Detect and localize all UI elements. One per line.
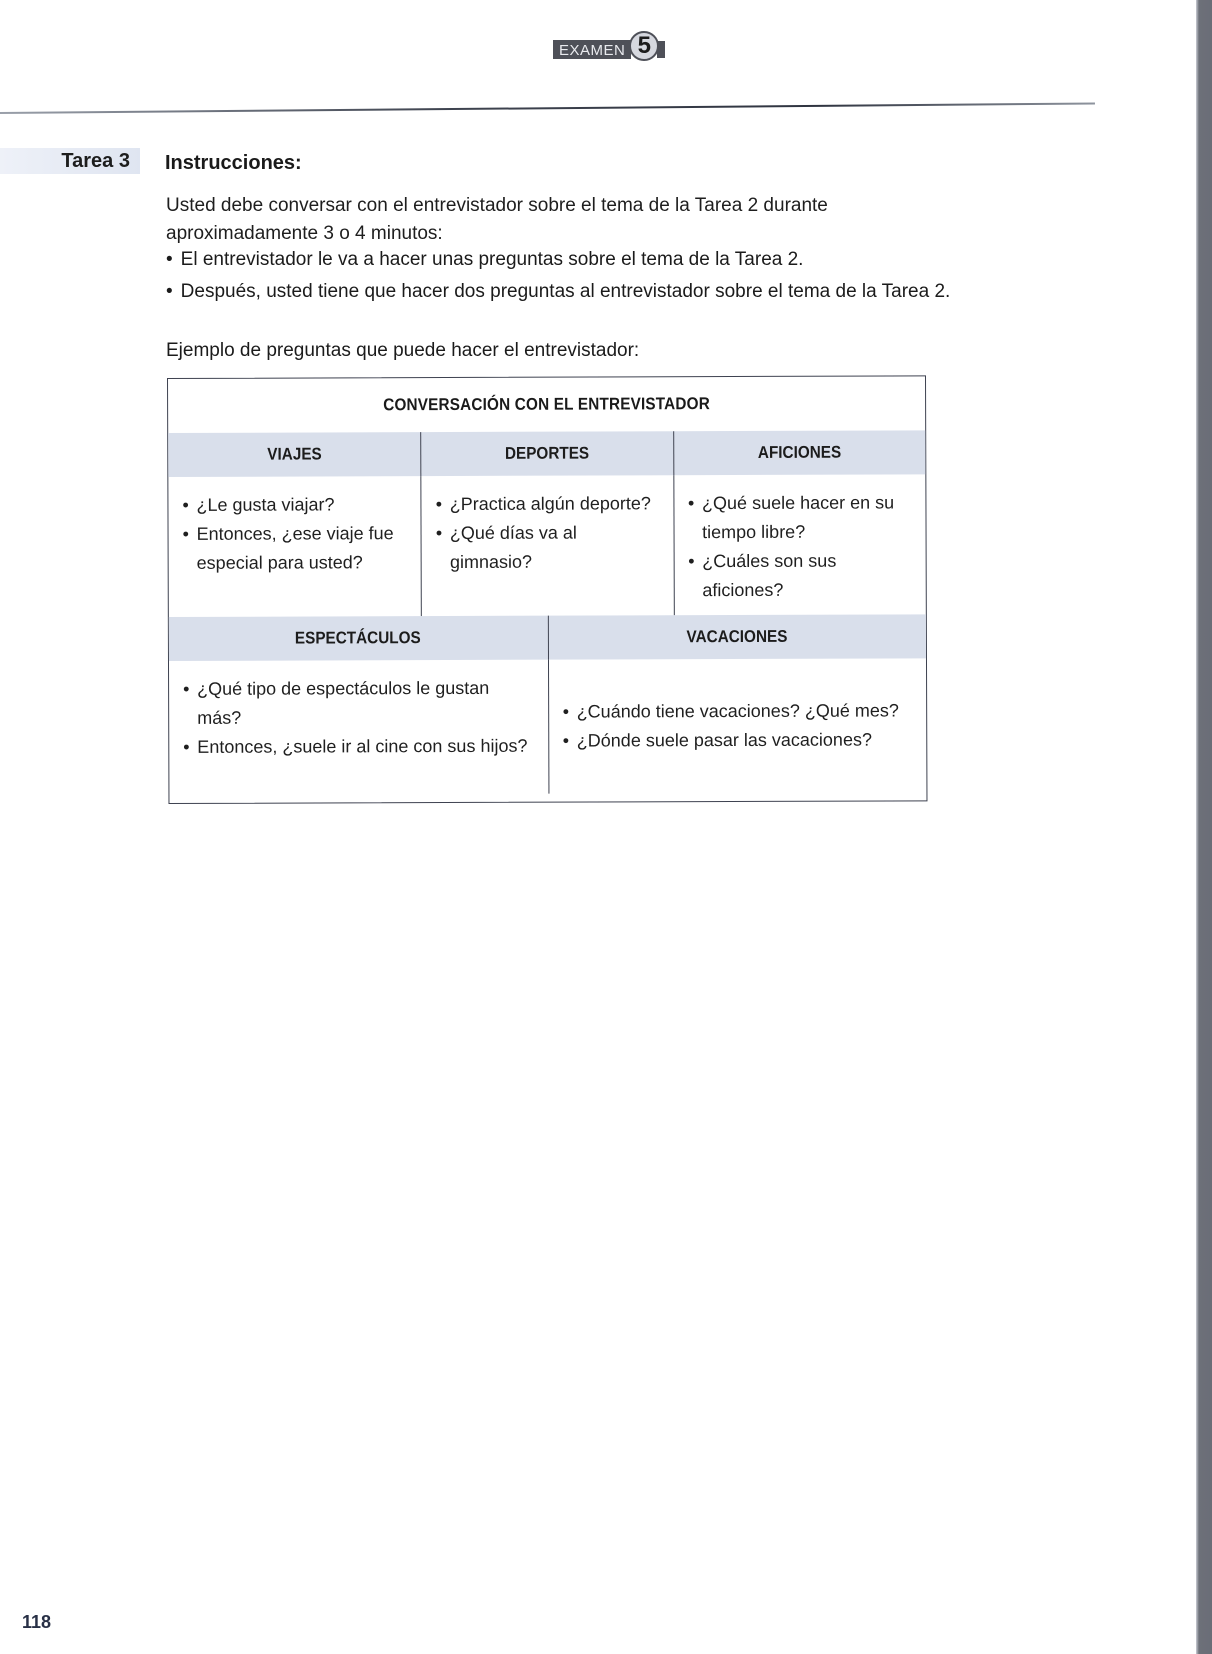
instruction-bullets <box>166 244 950 308</box>
question-text: • ¿Practica algún deporte? <box>449 493 651 515</box>
heading-text: ESPECTÁCULOS <box>295 628 422 648</box>
page-number: 118 <box>22 1612 52 1632</box>
task-tab <box>0 148 140 174</box>
table-body-row-1 <box>168 474 925 617</box>
instruction-bullet: • Después, usted tiene que hacer dos preguntas al entrevistador sobre el tema de la Tarea 2. <box>166 276 950 308</box>
example-intro: Ejemplo de preguntas que puede hacer el entrevistador: <box>166 340 640 361</box>
question-item <box>436 518 661 577</box>
question-item <box>182 519 408 578</box>
table-header-row-2 <box>169 614 926 661</box>
question-item <box>183 732 536 762</box>
table-title-text: CONVERSACIÓN CON EL ENTREVISTADOR <box>383 394 710 415</box>
table-header-row-1 <box>168 430 925 477</box>
question-text: • ¿Qué suele hacer en su tiempo libre? <box>701 492 895 543</box>
exam-badge-tail <box>657 41 665 58</box>
conversation-table <box>167 375 927 804</box>
exam-badge <box>553 33 665 59</box>
question-text: • ¿Qué tipo de espectáculos le gustan más? <box>197 677 490 728</box>
intro-line-1: Usted debe conversar con el entrevistador sobre el tema de la Tarea 2 durante <box>166 195 828 216</box>
question-text: • ¿Cuándo tiene vacaciones? ¿Qué mes? <box>576 700 899 722</box>
intro-paragraph <box>166 192 966 248</box>
section-questions-espectaculos <box>169 660 548 795</box>
question-text: • Entonces, ¿ese viaje fue especial para usted? <box>196 523 394 573</box>
exam-label: EXAMEN <box>553 40 631 59</box>
section-questions-vacaciones <box>547 658 926 793</box>
intro-line-2: aproximadamente 3 o 4 minutos: <box>166 223 443 244</box>
instructions-title: Instrucciones: <box>165 152 302 174</box>
question-item <box>436 489 661 519</box>
section-heading-espectaculos <box>169 616 548 661</box>
section-questions-deportes <box>421 475 674 616</box>
heading-text: VIAJES <box>267 444 322 464</box>
question-text: • Entonces, ¿suele ir al cine con sus hijos? <box>197 735 528 757</box>
question-item <box>688 546 913 605</box>
question-item <box>563 696 915 726</box>
table-title <box>206 376 887 432</box>
section-heading-aficiones <box>673 430 925 475</box>
page-edge-shadow <box>1196 0 1212 1654</box>
section-heading-deportes <box>420 431 672 476</box>
header-rule <box>0 102 1095 114</box>
instruction-bullet: • El entrevistador le va a hacer unas preguntas sobre el tema de la Tarea 2. <box>166 244 950 276</box>
question-item <box>183 674 536 733</box>
task-tab-label: Tarea 3 <box>61 149 130 172</box>
question-item <box>563 725 915 755</box>
section-heading-viajes <box>168 432 420 477</box>
question-text: • ¿Cuáles son sus aficiones? <box>702 550 837 601</box>
section-questions-viajes <box>168 476 421 617</box>
section-heading-vacaciones <box>547 614 926 659</box>
heading-text: DEPORTES <box>505 443 590 463</box>
exam-number: 5 <box>629 31 659 61</box>
question-text: • ¿Qué días va al gimnasio? <box>449 522 577 573</box>
question-item <box>182 490 408 520</box>
heading-text: VACACIONES <box>686 626 788 647</box>
heading-text: AFICIONES <box>757 442 842 462</box>
question-text: • ¿Le gusta viajar? <box>196 494 335 515</box>
table-body-row-2 <box>169 658 926 795</box>
question-item <box>688 488 913 547</box>
question-text: • ¿Dónde suele pasar las vacaciones? <box>576 729 872 751</box>
section-questions-aficiones <box>673 474 926 615</box>
